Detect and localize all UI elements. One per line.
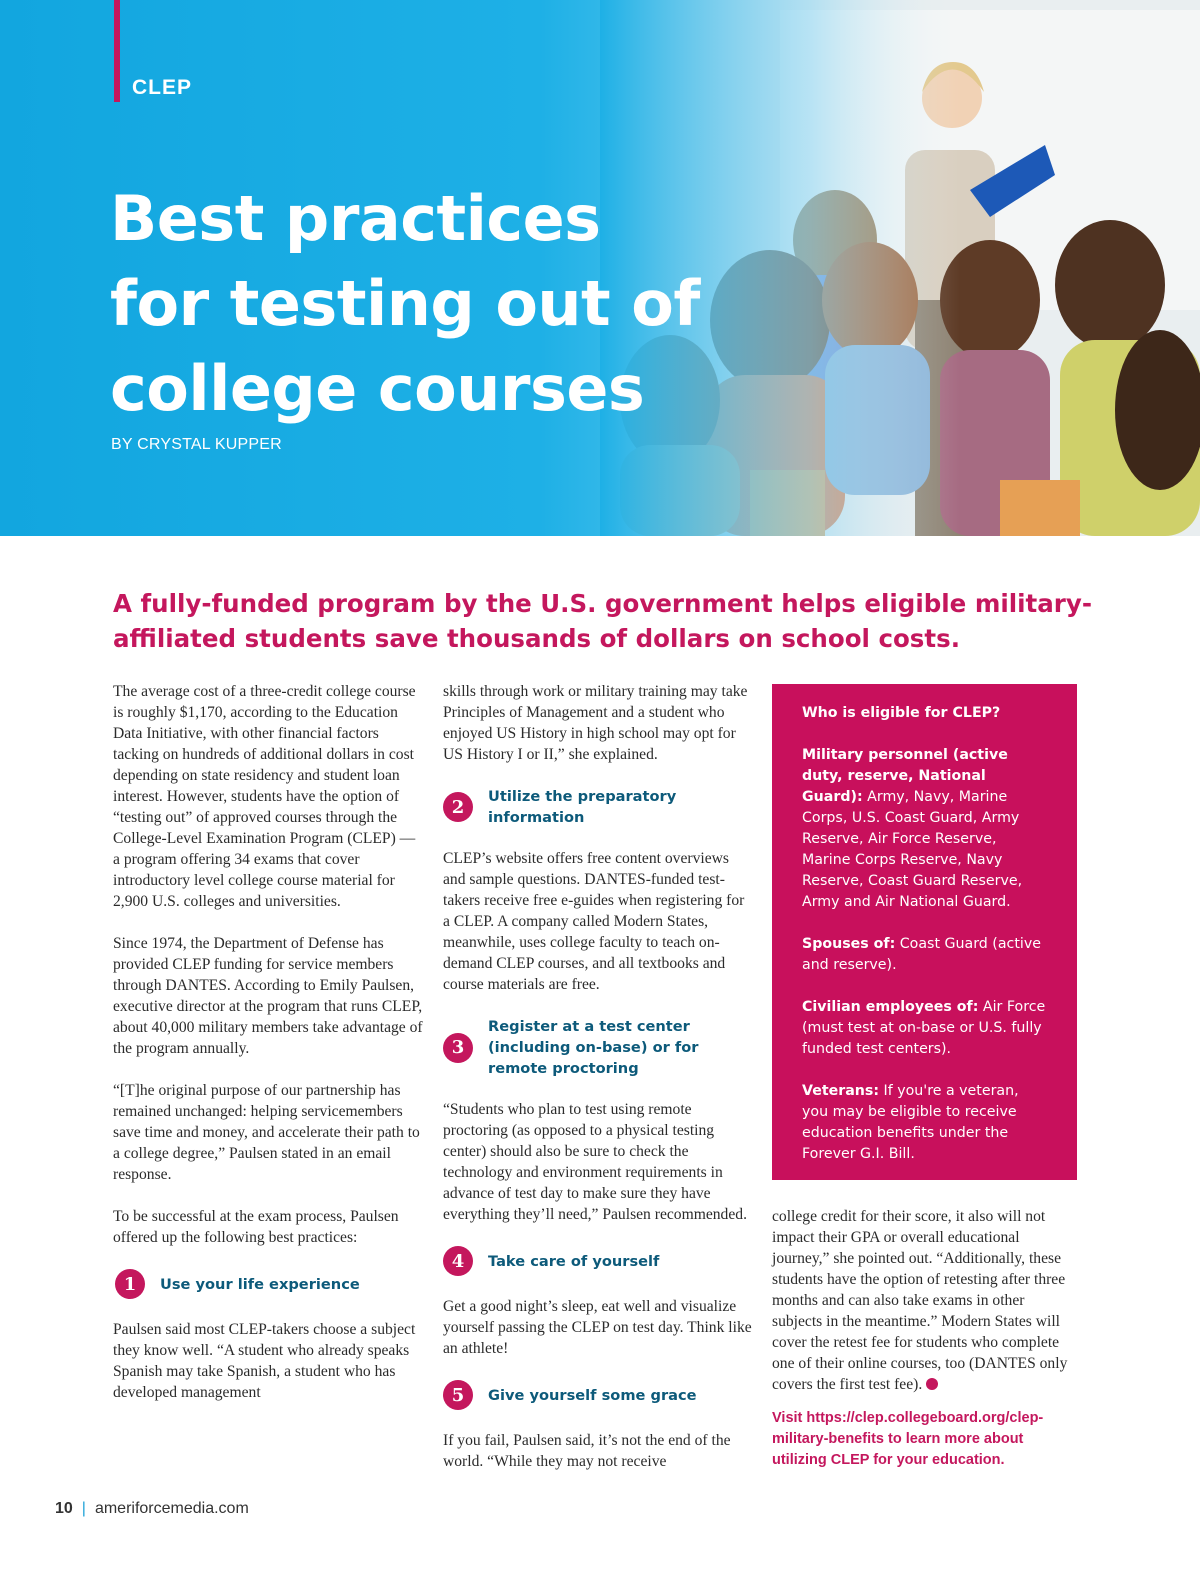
step-title: Give yourself some grace bbox=[488, 1386, 697, 1404]
step-4-heading bbox=[443, 1246, 755, 1276]
step-title: Take care of yourself bbox=[488, 1252, 660, 1270]
step-1-heading bbox=[115, 1269, 425, 1299]
article-deck bbox=[113, 586, 1103, 656]
sidebar-item-label: Civilian employees of: bbox=[802, 999, 979, 1015]
sidebar-item-civilians bbox=[802, 997, 1049, 1060]
footer-site: ameriforcemedia.com bbox=[94, 1500, 249, 1517]
visit-link[interactable]: Visit https://clep.collegeboard.org/clep-military-benefits to learn more about utilizing CLEP for your education. bbox=[772, 1410, 1044, 1468]
sidebar-item-veterans bbox=[802, 1081, 1049, 1165]
sidebar-item-military bbox=[802, 745, 1049, 913]
paragraph: Since 1974, the Department of Defense has provided CLEP funding for service members through DANTES. According to Emily Paulsen, executive director at the program that runs CLEP, about 40,000 military members take advantage of the program annually. bbox=[113, 935, 423, 1057]
step-number-badge: 3 bbox=[443, 1033, 473, 1063]
column-3 bbox=[772, 1206, 1078, 1471]
step-number-badge: 4 bbox=[443, 1246, 473, 1276]
paragraph bbox=[772, 1206, 1078, 1395]
paragraph-text: college credit for their score, it also will not impact their GPA or overall educational journey,” she pointed out. “Additionally, these students have the option of retesting after three months and can also take exams in other subjects in the meantime.” Modern States will cover the retest fee for students who complete one of their online courses, too (DANTES only covers the first test fee). bbox=[772, 1208, 1068, 1393]
sidebar-item-text: Coast Guard (active and reserve). bbox=[802, 936, 1041, 973]
sidebar-item-spouses bbox=[802, 934, 1049, 976]
step-title: Utilize the preparatory information bbox=[488, 788, 677, 826]
article-title bbox=[110, 176, 810, 431]
paragraph: “[T]he original purpose of our partnership has remained unchanged: helping servicemembers save time and money, and accelerate their path to a college degree,” Paulsen stated in an email response. bbox=[113, 1082, 420, 1183]
sidebar-item-text: Air Force (must test at on-base or U.S. fully funded test centers). bbox=[802, 999, 1046, 1057]
title-line: Best practices bbox=[110, 182, 601, 255]
paragraph: “Students who plan to test using remote proctoring (as opposed to a physical testing center) should also be sure to check the technology and environment requirements in advance of test day to make sure they have everything they’ll need,” Paulsen recommended. bbox=[443, 1101, 747, 1223]
paragraph: Paulsen said most CLEP-takers choose a subject they know well. “A student who already speaks Spanish may take Spanish, a student who has developed management bbox=[113, 1321, 416, 1401]
section-label: CLEP bbox=[132, 76, 193, 99]
step-title: Register at a test center (including on-base) or for remote proctoring bbox=[488, 1018, 699, 1077]
step-number-badge: 1 bbox=[115, 1269, 145, 1299]
sidebar-item-text: Army, Navy, Marine Corps, U.S. Coast Guard, Army Reserve, Air Force Reserve, Marine Corps Reserve, Navy Reserve, Coast Guard Reserve, Army and Air National Guard. bbox=[802, 789, 1023, 910]
sidebar-item-label: Military personnel (active duty, reserve, National Guard): bbox=[802, 747, 1008, 805]
paragraph: If you fail, Paulsen said, it’s not the end of the world. “While they may not receive bbox=[443, 1432, 731, 1470]
deck-line: A fully-funded program by the U.S. government helps eligible military- bbox=[113, 589, 1093, 618]
title-line: college courses bbox=[110, 352, 645, 425]
end-mark-icon bbox=[926, 1378, 938, 1390]
step-2-heading bbox=[443, 786, 755, 828]
sidebar-title: Who is eligible for CLEP? bbox=[802, 705, 1001, 721]
step-number-badge: 5 bbox=[443, 1380, 473, 1410]
footer-separator: | bbox=[81, 1500, 86, 1517]
column-2 bbox=[443, 681, 755, 1472]
paragraph: CLEP’s website offers free content overviews and sample questions. DANTES-funded test-takers receive free e-guides when registering for a CLEP. A company called Modern States, meanwhile, uses college faculty to teach on-demand CLEP courses, and all textbooks and course materials are free. bbox=[443, 850, 745, 993]
byline: BY CRYSTAL KUPPER bbox=[111, 436, 282, 453]
deck-line: affiliated students save thousands of dollars on school costs. bbox=[113, 624, 960, 653]
step-number-badge: 2 bbox=[443, 792, 473, 822]
hero-banner bbox=[0, 0, 1200, 536]
step-3-heading bbox=[443, 1016, 755, 1079]
step-title: Use your life experience bbox=[160, 1275, 360, 1293]
sidebar-item-text: If you're a veteran, you may be eligible to receive education benefits under the Forever G.I. Bill. bbox=[802, 1083, 1019, 1162]
paragraph: skills through work or military training may take Principles of Management and a student who enjoyed US History in high school may opt for US History I or II,” she explained. bbox=[443, 683, 748, 763]
sidebar-item-label: Veterans: bbox=[802, 1083, 880, 1099]
page-footer bbox=[55, 1500, 249, 1518]
title-line: for testing out of bbox=[110, 267, 700, 340]
sidebar-item-label: Spouses of: bbox=[802, 936, 896, 952]
step-5-heading bbox=[443, 1380, 755, 1410]
paragraph: Get a good night’s sleep, eat well and visualize yourself passing the CLEP on test day. Think like an athlete! bbox=[443, 1298, 752, 1357]
paragraph: The average cost of a three-credit college course is roughly $1,170, according to the Education Data Initiative, with other financial factors tacking on hundreds of additional dollars in cost depending on state residency and student loan interest. However, students have the option of “testing out” of approved courses through the College-Level Examination Program (CLEP) — a program offering 34 exams that cover introductory level college course material for 2,900 U.S. colleges and universities. bbox=[113, 683, 416, 910]
eligibility-sidebar bbox=[772, 684, 1077, 1180]
page-number: 10 bbox=[55, 1500, 73, 1517]
paragraph: To be successful at the exam process, Paulsen offered up the following best practices: bbox=[113, 1208, 399, 1246]
section-accent-bar bbox=[114, 0, 120, 102]
column-1 bbox=[113, 681, 425, 1403]
